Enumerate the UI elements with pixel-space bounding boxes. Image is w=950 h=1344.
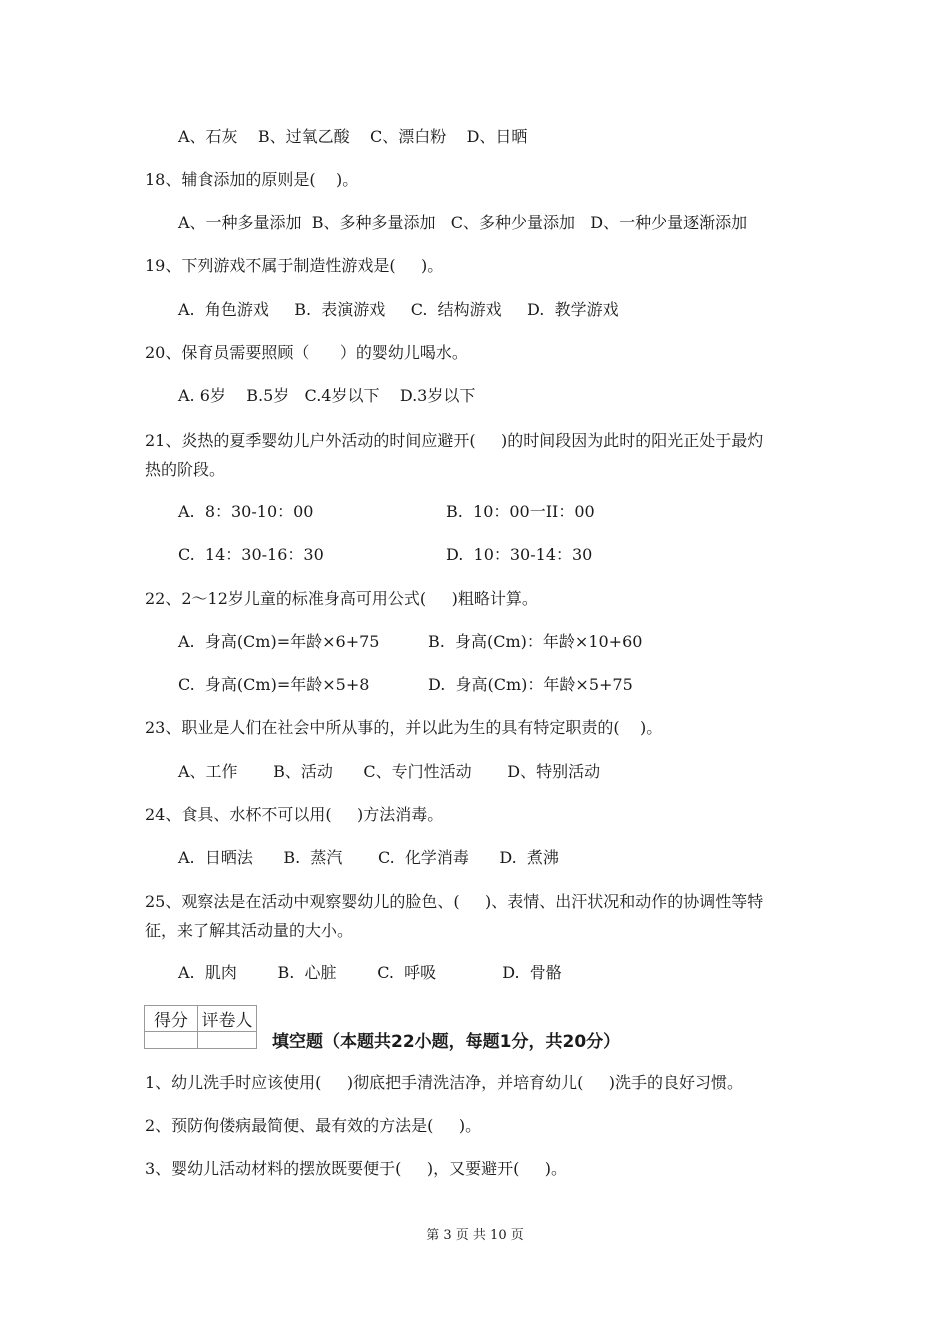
question-24-options: A. 日晒法 B. 蒸汽 C. 化学消毒 D. 煮沸	[178, 848, 559, 867]
section-title: 填空题（本题共22小题，每题1分，共20分）	[272, 1032, 621, 1052]
question-19-options: A. 角色游戏 B. 表演游戏 C. 结构游戏 D. 教学游戏	[178, 300, 619, 319]
question-21-option-b: B. 10：00一II：00	[446, 502, 595, 521]
question-21-option-d: D. 10：30-14：30	[446, 545, 593, 564]
question-20-options: A. 6岁 B.5岁 C.4岁以下 D.3岁以下	[178, 386, 476, 405]
fill-question-1: 1、幼儿洗手时应该使用( )彻底把手清洗洁净，并培育幼儿( )洗手的良好习惯。	[145, 1073, 744, 1092]
question-18-stem: 18、辅食添加的原则是( )。	[145, 170, 359, 189]
question-22-option-d: D. 身高(Cm)：年龄×5+75	[428, 675, 633, 694]
question-21-option-c: C. 14：30-16：30	[178, 545, 324, 564]
question-19-stem: 19、下列游戏不属于制造性游戏是( )。	[145, 256, 444, 275]
fill-question-2: 2、预防佝偻病最简便、最有效的方法是( )。	[145, 1116, 482, 1135]
question-25-options: A. 肌肉 B. 心脏 C. 呼吸 D. 骨骼	[178, 963, 562, 982]
question-25-stem-cont: 征，来了解其活动量的大小。	[145, 921, 354, 940]
score-cell	[145, 1032, 198, 1049]
question-18-options: A、一种多量添加 B、多种多量添加 C、多种少量添加 D、一种少量逐渐添加	[178, 213, 748, 232]
question-20-stem: 20、保育员需要照顾（ ）的婴幼儿喝水。	[145, 343, 468, 362]
question-25-stem: 25、观察法是在活动中观察婴幼儿的脸色、( )、表情、出汗状况和动作的协调性等特	[145, 892, 764, 911]
question-23-stem: 23、职业是人们在社会中所从事的，并以此为生的具有特定职责的( )。	[145, 718, 663, 737]
question-22-option-b: B. 身高(Cm)：年龄×10+60	[428, 632, 643, 651]
question-21-stem-cont: 热的阶段。	[145, 460, 226, 479]
question-17-options: A、石灰 B、过氧乙酸 C、漂白粉 D、日晒	[178, 127, 528, 146]
grader-cell	[198, 1032, 257, 1049]
question-23-options: A、工作 B、活动 C、专门性活动 D、特别活动	[178, 762, 601, 781]
question-22-option-c: C. 身高(Cm)=年龄×5+8	[178, 675, 370, 694]
question-22-stem: 22、2～12岁儿童的标准身高可用公式( )粗略计算。	[145, 589, 538, 608]
question-21-stem: 21、炎热的夏季婴幼儿户外活动的时间应避开( )的时间段因为此时的阳光正处于最灼	[145, 431, 764, 450]
page-footer: 第 3 页 共 10 页	[426, 1228, 524, 1243]
grader-label: 评卷人	[198, 1006, 257, 1032]
question-22-option-a: A. 身高(Cm)=年龄×6+75	[178, 632, 380, 651]
question-24-stem: 24、食具、水杯不可以用( )方法消毒。	[145, 805, 444, 824]
fill-question-3: 3、婴幼儿活动材料的摆放既要便于( )，又要避开( )。	[145, 1159, 568, 1178]
question-21-option-a: A. 8：30-10：00	[178, 502, 314, 521]
score-label: 得分	[145, 1006, 198, 1032]
score-box	[144, 1005, 257, 1049]
